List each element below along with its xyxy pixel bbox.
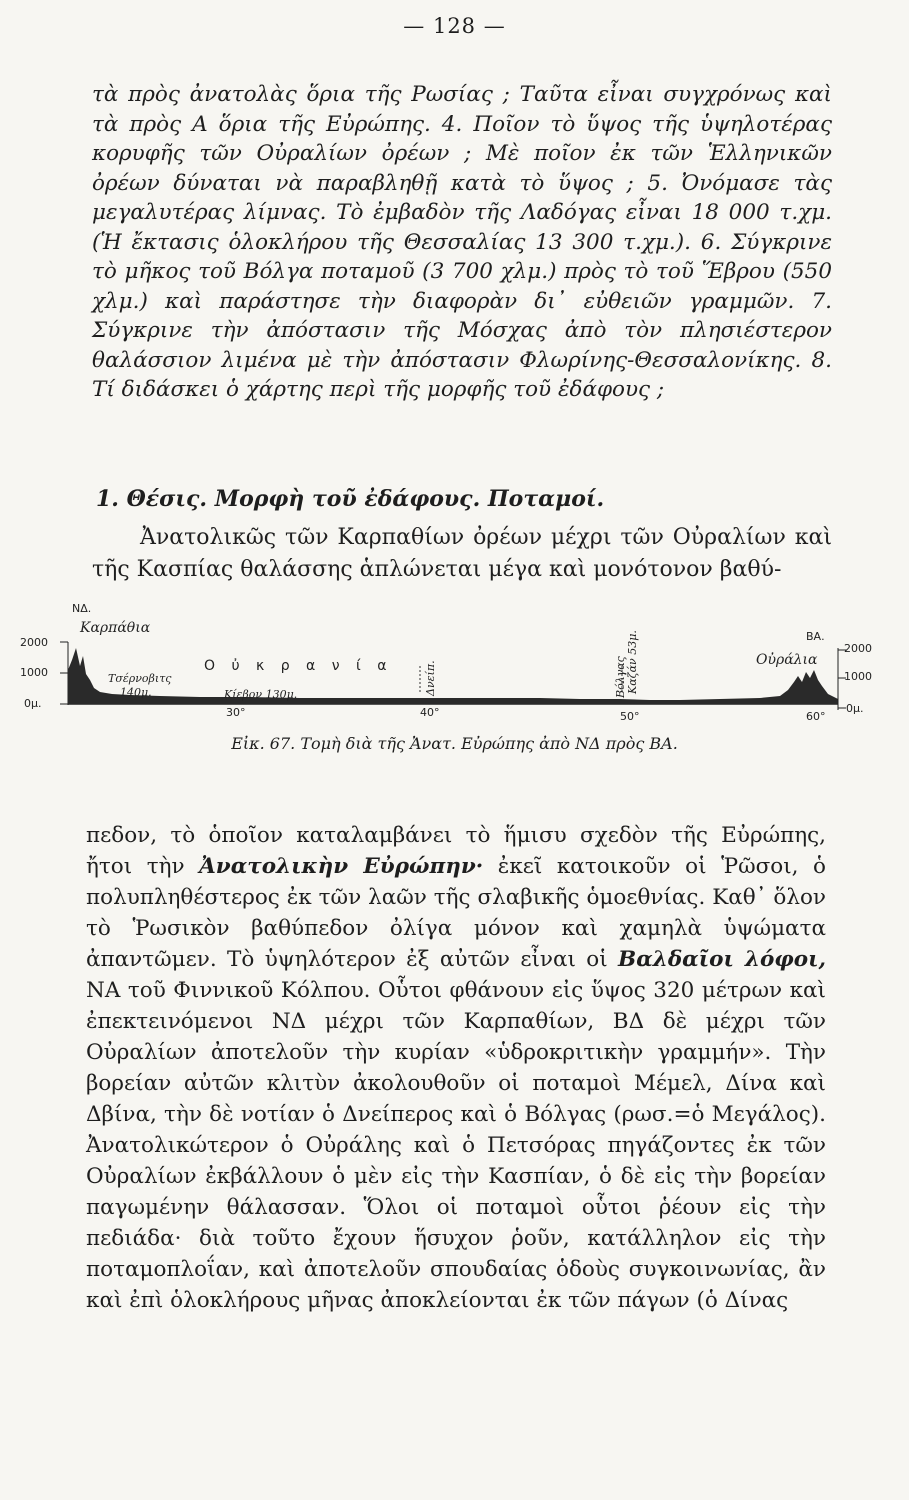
carpathians-label: Καρπάθια [80, 620, 151, 636]
northeast-label: ΒΑ. [806, 630, 825, 643]
section-heading: 1. Θέσις. Μορφὴ τοῦ ἐδάφους. Ποταμοί. [96, 486, 605, 512]
tsernovits-label: Τσέρνοβιτς [108, 672, 172, 685]
body-text [86, 820, 826, 1316]
left-scale-1000: 1000 [20, 666, 48, 679]
body-paragraph [86, 820, 826, 1316]
term-valdai-hills: Βαλδαῖοι λόφοι, [618, 947, 826, 972]
longitude-50: 50° [620, 710, 640, 723]
figure-caption: Εἰκ. 67. Τομὴ διὰ τῆς Ἀνατ. Εὐρώπης ἀπὸ ΝΔ πρὸς ΒΑ. [231, 734, 678, 753]
longitude-60: 60° [806, 710, 826, 723]
right-scale-1000: 1000 [844, 670, 872, 683]
review-questions: τὰ πρὸς ἀνατολὰς ὅρια τῆς Ρωσίας ; Ταῦτα εἶναι συγχρόνως καὶ τὰ πρὸς Α ὅρια τῆς Εὐρώπης. 4. Ποῖον τὸ ὕψος τῆς ὑψηλοτέρας κορυφῆς τῶν Οὐραλίων ὀρέων ; Μὲ ποῖον ἐκ τῶν Ἑλληνικῶν ὀρέων δύναται νὰ παραβληθῇ κατὰ τὸ ὕψος ; 5. Ὀνόμασε τὰς μεγαλυτέρας λίμνας. Τὸ ἐμβαδὸν τῆς Λαδόγας εἶναι 18 000 τ.χμ. (Ἡ ἔκτασις ὁλοκλήρου τῆς Θεσσαλίας 13 300 τ.χμ.). 6. Σύγκρινε τὸ μῆκος τοῦ Βόλγα ποταμοῦ (3 700 χλμ.) πρὸς τὸ τοῦ Ἕβρου (550 χλμ.) καὶ παράστησε τὴν διαφορὰν δι᾿ εὐθειῶν γραμμῶν. 7. Σύγκρινε τὴν ἀπόστασιν τῆς Μόσχας ἀπὸ τὸν πλησιέστερον θαλάσσιον λιμένα μὲ τὴν ἀπόστασιν Φλωρίνης-Θεσσαλονίκης. 8. Τί διδάσκει ὁ χάρτης περὶ τῆς μορφῆς τοῦ ἐδάφους ; [92, 82, 832, 402]
longitude-30: 30° [226, 706, 246, 719]
tsernovits-altitude: 140μ. [120, 686, 152, 699]
right-scale-0: 0μ. [846, 702, 864, 715]
left-scale-0: 0μ. [24, 697, 42, 710]
kiev-label: Κίεβον 130μ. [224, 688, 298, 701]
body-part-2: ἐκεῖ κατοικοῦν οἱ Ῥῶσοι, ὁ πολυπληθέστερος ἐκ τῶν λαῶν τῆς σλαβικῆς ὁμοεθνίας. Καθ᾿ ὅλον τὸ Ῥωσικὸν βαθύπεδον ὀλίγα μόνον καὶ χαμηλὰ ὑψώματα ἀπαντῶμεν. Τὸ ὑψηλότερον ἐξ αὐτῶν εἶναι οἱ [86, 854, 826, 972]
intro-paragraph [92, 522, 832, 586]
right-scale-2000: 2000 [844, 642, 872, 655]
dnieper-label: Δνείπ. [424, 660, 437, 696]
body-part-1: πεδον, τὸ ὁποῖον καταλαμβάνει τὸ ἥμισυ σχεδὸν τῆς Εὐρώπης, ἤτοι τὴν [86, 823, 826, 879]
kazan-label: Καζάν 53μ. [626, 630, 639, 694]
ukraine-label: Ο ὐ κ ρ α ν ί α [204, 658, 393, 674]
southwest-label: ΝΔ. [72, 602, 92, 615]
intro-text: Ἀνατολικῶς τῶν Καρπαθίων ὀρέων μέχρι τῶν Οὐραλίων καὶ τῆς Κασπίας θαλάσσης ἁπλώνεται μέγα καὶ μονότονον βαθύ- [92, 525, 832, 582]
left-scale-2000: 2000 [20, 636, 48, 649]
term-eastern-europe: Ἀνατολικὴν Εὐρώπην· [199, 854, 484, 879]
longitude-40: 40° [420, 706, 440, 719]
urals-label: Οὐράλια [756, 652, 818, 668]
body-part-3: ΝΑ τοῦ Φιννικοῦ Κόλπου. Οὗτοι φθάνουν εἰς ὕψος 320 μέτρων καὶ ἐπεκτεινόμενοι ΝΔ μέχρι τῶν Καρπαθίων, ΒΔ δὲ μέχρι τῶν Οὐραλίων ἀποτελοῦν τὴν κυρίαν «ὑδροκριτικὴν γραμμήν». Τὴν βορείαν αὐτῶν κλιτὺν ἀκολουθοῦν οἱ ποταμοὶ Μέμελ, Δίνα καὶ Δβίνα, τὴν δὲ νοτίαν ὁ Δνείπερος καὶ ὁ Βόλγας (ρωσ.=ὁ Μεγάλος). Ἀνατολικώτερον ὁ Οὐράλης καὶ ὁ Πετσόρας πηγάζοντες ἐκ τῶν Οὐραλίων ἐκβάλλουν ὁ μὲν εἰς τὴν Κασπίαν, ὁ δὲ εἰς τὴν βορείαν παγωμένην θάλασσαν. Ὅλοι οἱ ποταμοὶ οὗτοι ῥέουν εἰς τὴν πεδιάδα· διὰ τοῦτο ἔχουν ἥσυχον ῥοῦν, κατάλληλον εἰς τὴν ποταμοπλοΐαν, καὶ ἀποτελοῦν σπουδαίας ὁδοὺς συγκοινωνίας, ἂν καὶ ἐπὶ ὁλοκλήρους μῆνας ἀποκλείονται ἐκ τῶν πάγων (ὁ Δίνας [86, 978, 826, 1313]
volga-label: Βόλγας [614, 656, 627, 698]
page-number: — 128 — [403, 14, 506, 38]
